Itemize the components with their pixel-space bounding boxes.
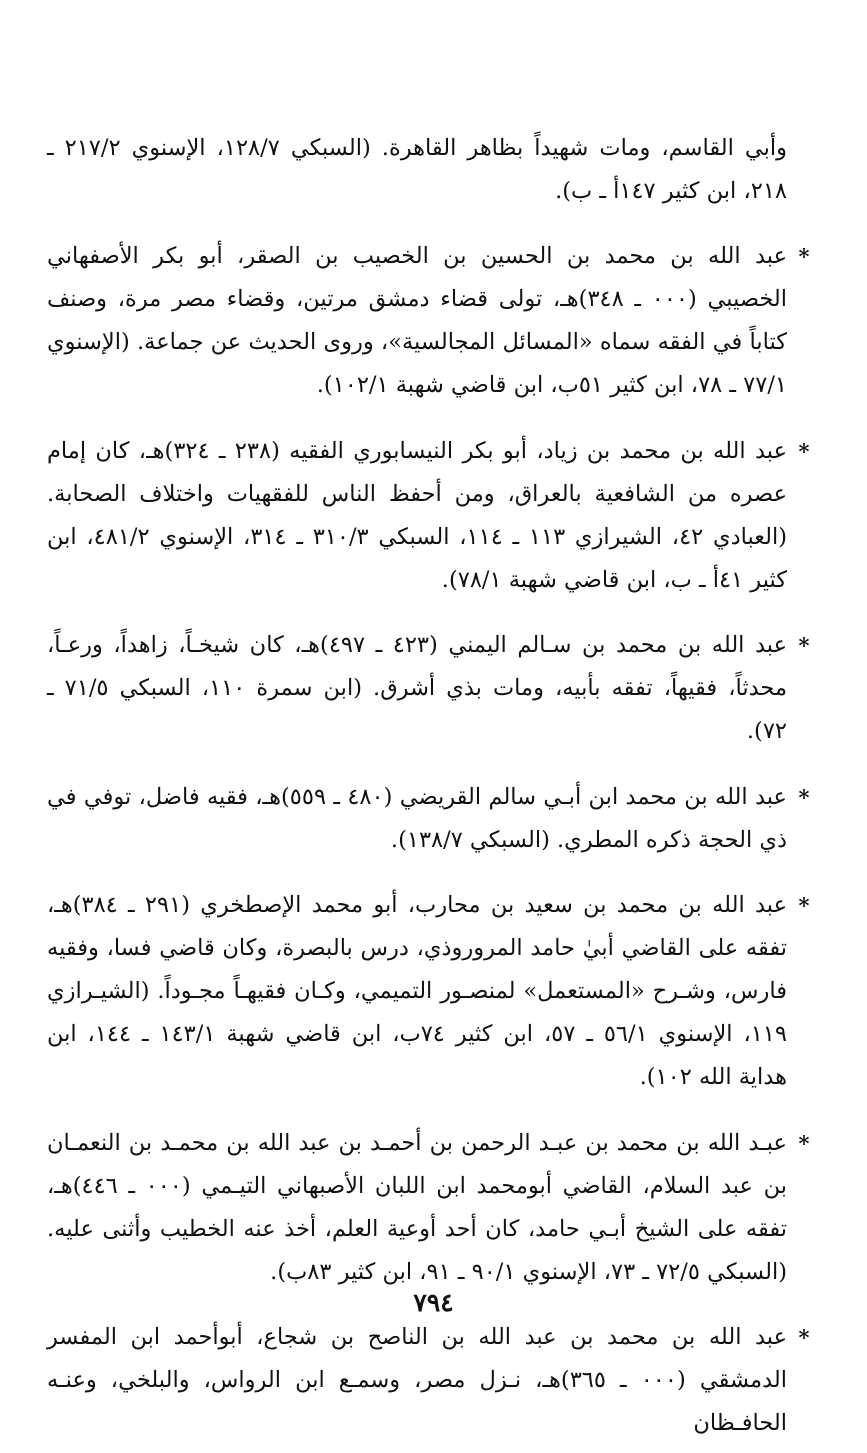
entry-abdallah-ibn-ziyad: [47, 430, 817, 602]
entry-text: عبـد الله بن محمد بن عبـد الرحمن بن أحمـد بن عبد الله بن محمـد بن النعمـان بن عبد السلام، القاضي أبومحمد ابن اللبان الأصبهاني التيـمي (٠٠٠ ـ ٤٤٦)هـ، تفقه على الشيخ أبـي حامد، كان أحد أوعية العلم، أخذ عنه الخطيب وأثنى عليه. (السبكي ٧٢/٥ ـ ٧٣، الإسنوي ٩٠/١ ـ ٩١، ابن كثير ٨٣ب).: [47, 1129, 787, 1285]
page-body: [47, 104, 817, 1453]
entry-text: عبد الله بن محمد بن سـالم اليمني (٤٢٣ ـ ٤٩٧)هـ، كان شيخـاً، زاهداً، ورعـاً، محدثاً، فقيهاً، تفقه بأبيه، ومات بذي أشرق. (ابن سمرة ١١٠، السبكي ٧١/٥ ـ ٧٢).: [47, 632, 787, 744]
entry-abdallah-ibn-khasib: [47, 235, 817, 407]
entry-text: عبد الله بن محمد بن الحسين بن الخصيب بن الصقر، أبو بكر الأصفهاني الخصيبي (٠٠٠ ـ ٣٤٨)هـ، تولى قضاء دمشق مرتين، وقضاء مصر مرة، وصنف كتاباً في الفقه سماه «المسائل المجالسية»، وروى الحديث عن جماعة. (الإسنوي ٧٧/١ ـ ٧٨، ابن كثير ٥١ب، ابن قاضي شهبة ١٠٢/١).: [47, 243, 787, 398]
entry-marker: *: [798, 1130, 810, 1156]
entry-abdallah-ibn-salim: [47, 624, 817, 753]
entry-marker: *: [798, 633, 810, 658]
entry-abdallah-ibn-al-mufassir: [47, 1316, 817, 1445]
entry-abdallah-al-istakhri: [47, 884, 817, 1099]
entry-text: عبد الله بن محمد بن سعيد بن محارب، أبو محمد الإصطخري (٢٩١ ـ ٣٨٤)هـ، تفقه على القاضي أبيٰ حامد المروروذي، درس بالبصرة، وكان قاضي فسا، وفقيه فارس، وشـرح «المستعمل» لمنصـور التميمي، وكـان فقيهـاً مجـوداً. (الشيـرازي ١١٩، الإسنوي ٥٦/١ ـ ٥٧، ابن كثير ٧٤ب، ابن قاضي شهبة ١٤٣/١ ـ ١٤٤، ابن هداية الله ١٠٢).: [47, 892, 787, 1090]
page-number: ٧٩٤: [413, 1288, 454, 1317]
entry-marker: *: [798, 438, 810, 464]
entry-text: عبد الله بن محمد بن زياد، أبو بكر النيسابوري الفقيه (٢٣٨ ـ ٣٢٤)هـ، كان إمام عصره من الشافعية بالعراق، ومن أحفظ الناس للفقهيات واختلاف الصحابة. (العبادي ٤٢، الشيرازي ١١٣ ـ ١١٤، السبكي ٣١٠/٣ ـ ٣١٤، الإسنوي ٤٨١/٢، ابن كثير ٤١أ ـ ب، ابن قاضي شهبة ٧٨/١).: [47, 437, 788, 593]
entry-text: عبد الله بن محمد ابن أبـي سالم القريضي (٤٨٠ ـ ٥٥٩)هـ، فقيه فاضل، توفي في ذي الحجة ذكره المطري. (السبكي ١٣٨/٧).: [47, 783, 787, 853]
entry-text: وأبي القاسم، ومات شهيداً بظاهر القاهرة. (السبكي ١٢٨/٧، الإسنوي ٢١٧/٢ ـ ٢١٨، ابن كثير ١٤٧أ ـ ب).: [47, 134, 788, 204]
entry-text: عبد الله بن محمد بن عبد الله بن الناصح بن شجاع، أبوأحمد ابن المفسر الدمشقي (٠٠٠ ـ ٣٦٥)هـ، نـزل مصر، وسمـع ابن الرواس، والبلخي، وعنـه الحافـظان: [47, 1324, 788, 1436]
entry-marker: *: [798, 784, 810, 810]
entry-marker: *: [798, 244, 810, 269]
entry-continuation: [47, 127, 817, 213]
entry-abdallah-al-quraydi: [47, 776, 817, 862]
entry-marker: *: [798, 893, 810, 918]
entry-marker: *: [798, 1325, 810, 1350]
entry-abdallah-ibn-al-labban: [47, 1122, 817, 1294]
